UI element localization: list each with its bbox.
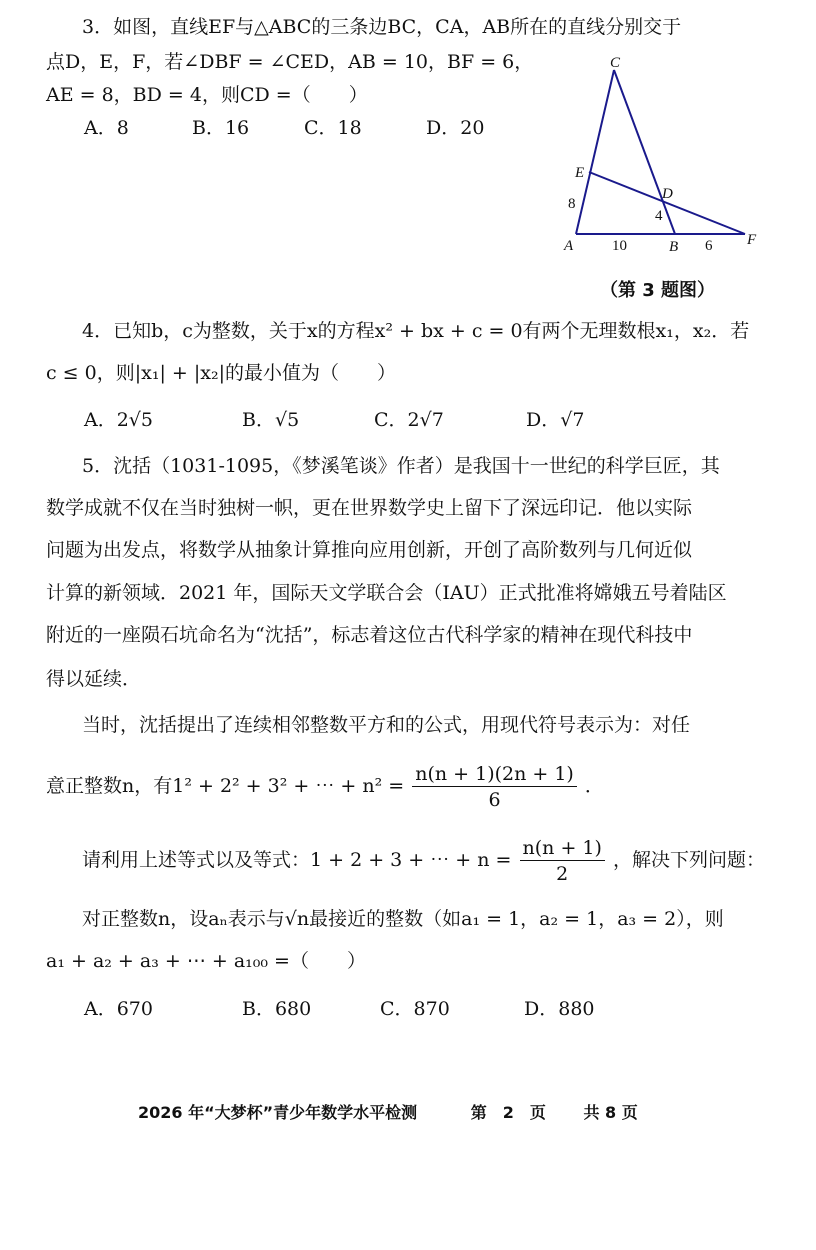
label-len-bf: 6	[705, 238, 713, 252]
q5-formula1-prefix: 意正整数n，有1² + 2² + 3² + ⋯ + n² =	[46, 775, 405, 797]
q5-sum-formula	[82, 834, 765, 887]
q3-triangle-figure	[555, 52, 765, 252]
q5-formula1-denominator: 6	[488, 788, 501, 811]
q3-figure-caption: （第 3 题图）	[600, 280, 716, 301]
label-b: B	[669, 239, 679, 252]
q4-option-d[interactable]: D．√7	[526, 409, 585, 431]
q5-para-line-5: 附近的一座陨石坑命名为“沈括”，标志着这位古代科学家的精神在现代科技中	[46, 624, 693, 646]
q5-para-line-11: a₁ + a₂ + a₃ + ⋯ + a₁₀₀ =（ ）	[46, 950, 366, 972]
q3-line-2: 点D，E，F，若∠DBF = ∠CED，AB = 10，BF = 6，	[46, 51, 534, 73]
q5-formula2-prefix: 请利用上述等式以及等式：1 + 2 + 3 + ⋯ + n =	[82, 849, 512, 871]
q4-option-a[interactable]: A．2√5	[84, 409, 154, 431]
q5-formula2-fraction	[520, 836, 605, 887]
page-footer	[138, 1100, 638, 1123]
q5-sum-of-squares-formula	[46, 760, 604, 813]
q3-option-c[interactable]: C．18	[304, 117, 362, 139]
q5-formula1-numerator: n(n + 1)(2n + 1)	[412, 762, 577, 787]
segment-cb	[614, 70, 675, 234]
q5-option-b[interactable]: B．680	[242, 998, 312, 1020]
label-e: E	[575, 165, 585, 181]
q5-para-line-6: 得以延续．	[46, 668, 142, 690]
q5-para-line-7: 当时，沈括提出了连续相邻整数平方和的公式，用现代符号表示为：对任	[82, 714, 691, 736]
segment-ca	[576, 70, 614, 234]
q5-para-line-4: 计算的新领域．2021 年，国际天文学联合会（IAU）正式批准将嫦娥五号着陆区	[46, 582, 727, 604]
label-len-ab: 10	[612, 238, 627, 252]
q3-option-d[interactable]: D．20	[426, 117, 485, 139]
q4-option-b[interactable]: B．√5	[242, 409, 300, 431]
footer-page-number: 第 2 页	[470, 1103, 546, 1122]
q3-line-1: 3．如图，直线EF与△ABC的三条边BC，CA，AB所在的直线分别交于	[82, 16, 682, 38]
label-len-bd: 4	[655, 208, 663, 224]
label-f: F	[747, 232, 757, 248]
q5-formula1-suffix: ．	[584, 775, 604, 797]
label-d: D	[662, 186, 673, 202]
q5-option-c[interactable]: C．870	[380, 998, 450, 1020]
label-len-ae: 8	[568, 196, 576, 212]
q4-line-1: 4．已知b，c为整数，关于x的方程x² + bx + c = 0有两个无理数根x₁，x₂．若	[82, 320, 750, 342]
q5-para-line-10: 对正整数n，设aₙ表示与√n最接近的整数（如a₁ = 1，a₂ = 1，a₃ = 2），则	[82, 908, 724, 930]
q4-options	[84, 407, 644, 433]
footer-exam-title: 2026 年“大梦杯”青少年数学水平检测	[138, 1103, 418, 1122]
label-a: A	[564, 238, 574, 252]
q5-formula2-numerator: n(n + 1)	[520, 836, 605, 861]
q5-para-line-3: 问题为出发点，将数学从抽象计算推向应用创新，开创了高阶数列与几何近似	[46, 539, 693, 561]
q5-formula2-denominator: 2	[556, 862, 569, 885]
q4-option-c[interactable]: C．2√7	[374, 409, 444, 431]
q3-option-a[interactable]: A．8	[84, 117, 129, 139]
q5-options	[84, 996, 644, 1022]
footer-total-pages: 共 8 页	[583, 1103, 638, 1122]
label-c: C	[610, 55, 621, 71]
q5-option-d[interactable]: D．880	[524, 998, 595, 1020]
q5-para-line-1: 5．沈括（1031-1095，《梦溪笔谈》作者）是我国十一世纪的科学巨匠，其	[82, 455, 720, 477]
q5-para-line-2: 数学成就不仅在当时独树一帜，更在世界数学史上留下了深远印记．他以实际	[46, 497, 693, 519]
q3-line-3: AE = 8，BD = 4，则CD =（ ）	[46, 84, 368, 106]
q5-formula1-fraction	[412, 762, 577, 813]
q3-option-b[interactable]: B．16	[192, 117, 250, 139]
q5-formula2-suffix: ，解决下列问题：	[612, 849, 765, 871]
q5-option-a[interactable]: A．670	[84, 998, 153, 1020]
q4-line-2: c ≤ 0，则|x₁| + |x₂|的最小值为（ ）	[46, 362, 396, 384]
segment-ef	[589, 172, 745, 234]
q3-options	[84, 115, 534, 141]
